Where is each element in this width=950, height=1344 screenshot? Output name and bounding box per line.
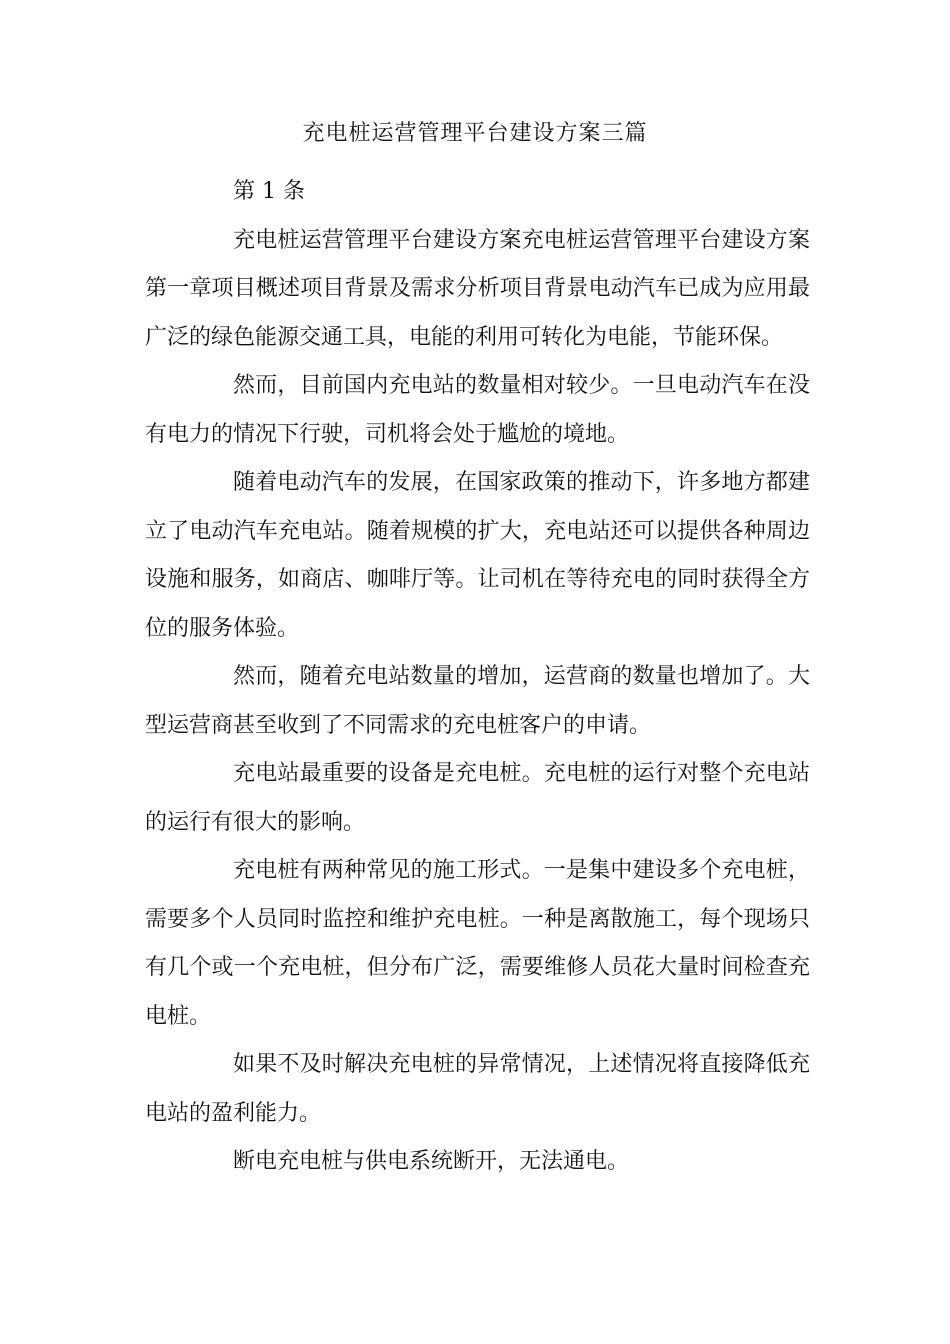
paragraph: 然而，随着充电站数量的增加，运营商的数量也增加了。大型运营商甚至收到了不同需求的充电桩客户的申请。: [145, 664, 810, 738]
paragraph: 充电桩有两种常见的施工形式。一是集中建设多个充电桩，需要多个人员同时监控和维护充电桩。一种是离散施工，每个现场只有几个或一个充电桩，但分布广泛，需要维修人员花大量时间检查充电桩。: [145, 858, 810, 1029]
paragraph: 如果不及时解决充电桩的异常情况，上述情况将直接降低充电站的盈利能力。: [145, 1052, 810, 1126]
paragraph: 然而，目前国内充电站的数量相对较少。一旦电动汽车在没有电力的情况下行驶，司机将会处于尴尬的境地。: [145, 373, 810, 447]
paragraph: 断电充电桩与供电系统断开，无法通电。: [233, 1149, 630, 1174]
paragraph: 随着电动汽车的发展，在国家政策的推动下，许多地方都建立了电动汽车充电站。随着规模的扩大，充电站还可以提供各种周边设施和服务，如商店、咖啡厅等。让司机在等待充电的同时获得全方位的服务体验。: [145, 470, 810, 641]
paragraph: 充电站最重要的设备是充电桩。充电桩的运行对整个充电站的运行有很大的影响。: [145, 761, 810, 835]
document-body: [145, 168, 810, 1187]
paragraph: 充电桩运营管理平台建设方案充电桩运营管理平台建设方案第一章项目概述项目背景及需求分析项目背景电动汽车已成为应用最广泛的绿色能源交通工具，电能的利用可转化为电能，节能环保。: [145, 227, 810, 350]
document-title: 充电桩运营管理平台建设方案三篇: [302, 121, 648, 146]
section-label: 第 1 条: [233, 179, 305, 204]
